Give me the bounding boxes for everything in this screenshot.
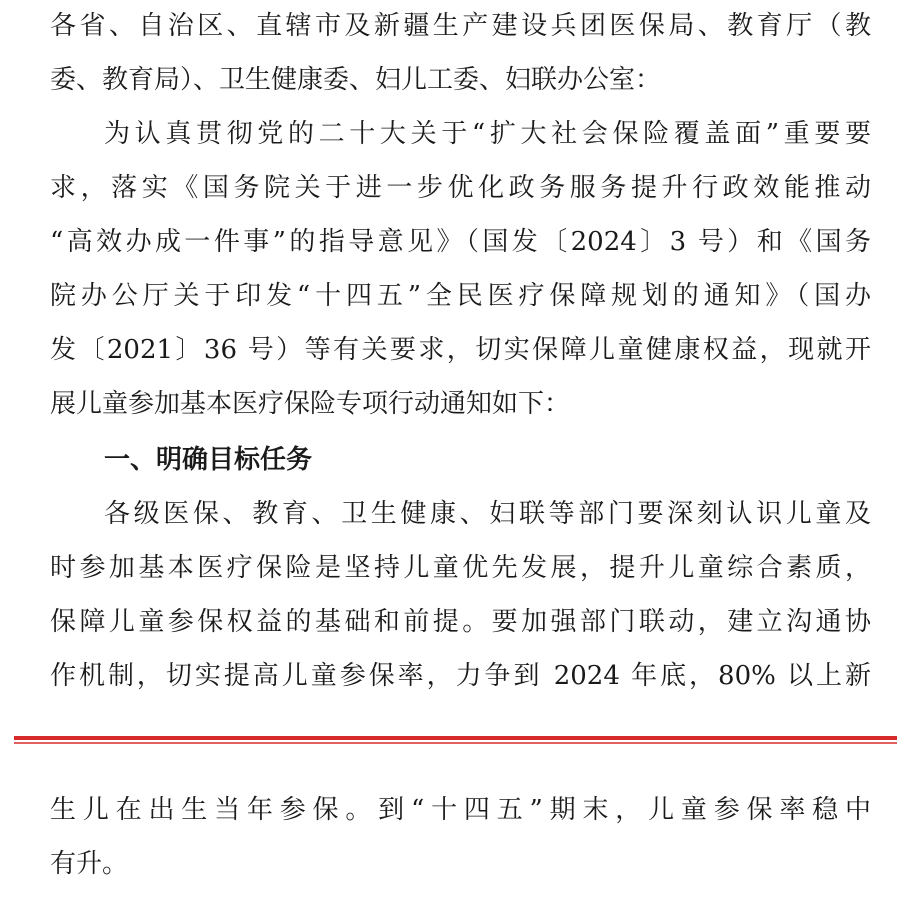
section-heading: 一、明确目标任务 xyxy=(104,445,313,475)
continued-line-1: 生儿在出生当年参保。到“十四五”期末，儿童参保率稳中 xyxy=(50,795,871,825)
addressee-line-1: 各省、自治区、直辖市及新疆生产建设兵团医保局、教育厅（教 xyxy=(50,11,871,41)
intro-line-3: “高效办成一件事”的指导意见》（国发〔2024〕3 号）和《国务 xyxy=(50,227,871,257)
section-line-3: 保障儿童参保权益的基础和前提。要加强部门联动，建立沟通协 xyxy=(50,607,871,637)
divider-thin-rule xyxy=(14,742,897,744)
page-lower xyxy=(0,780,921,903)
divider-thick-rule xyxy=(14,736,897,740)
intro-line-6: 展儿童参加基本医疗保险专项行动通知如下： xyxy=(50,389,571,419)
intro-line-5: 发〔2021〕36 号）等有关要求，切实保障儿童健康权益，现就开 xyxy=(50,335,871,365)
intro-line-4: 院办公厅关于印发“十四五”全民医疗保障规划的通知》（国办 xyxy=(50,281,871,311)
intro-line-1: 为认真贯彻党的二十大关于“扩大社会保险覆盖面”重要要 xyxy=(104,119,871,149)
section-line-2: 时参加基本医疗保险是坚持儿童优先发展，提升儿童综合素质， xyxy=(50,553,871,583)
page-divider xyxy=(14,726,897,748)
section-line-1: 各级医保、教育、卫生健康、妇联等部门要深刻认识儿童及 xyxy=(104,499,871,529)
addressee-line-2: 委、教育局）、卫生健康委、妇儿工委、妇联办公室： xyxy=(50,65,662,95)
intro-line-2: 求，落实《国务院关于进一步优化政务服务提升行政效能推动 xyxy=(50,173,871,203)
continued-line-2: 有升。 xyxy=(50,849,129,879)
section-line-4: 作机制，切实提高儿童参保率，力争到 2024 年底，80% 以上新 xyxy=(50,661,871,691)
